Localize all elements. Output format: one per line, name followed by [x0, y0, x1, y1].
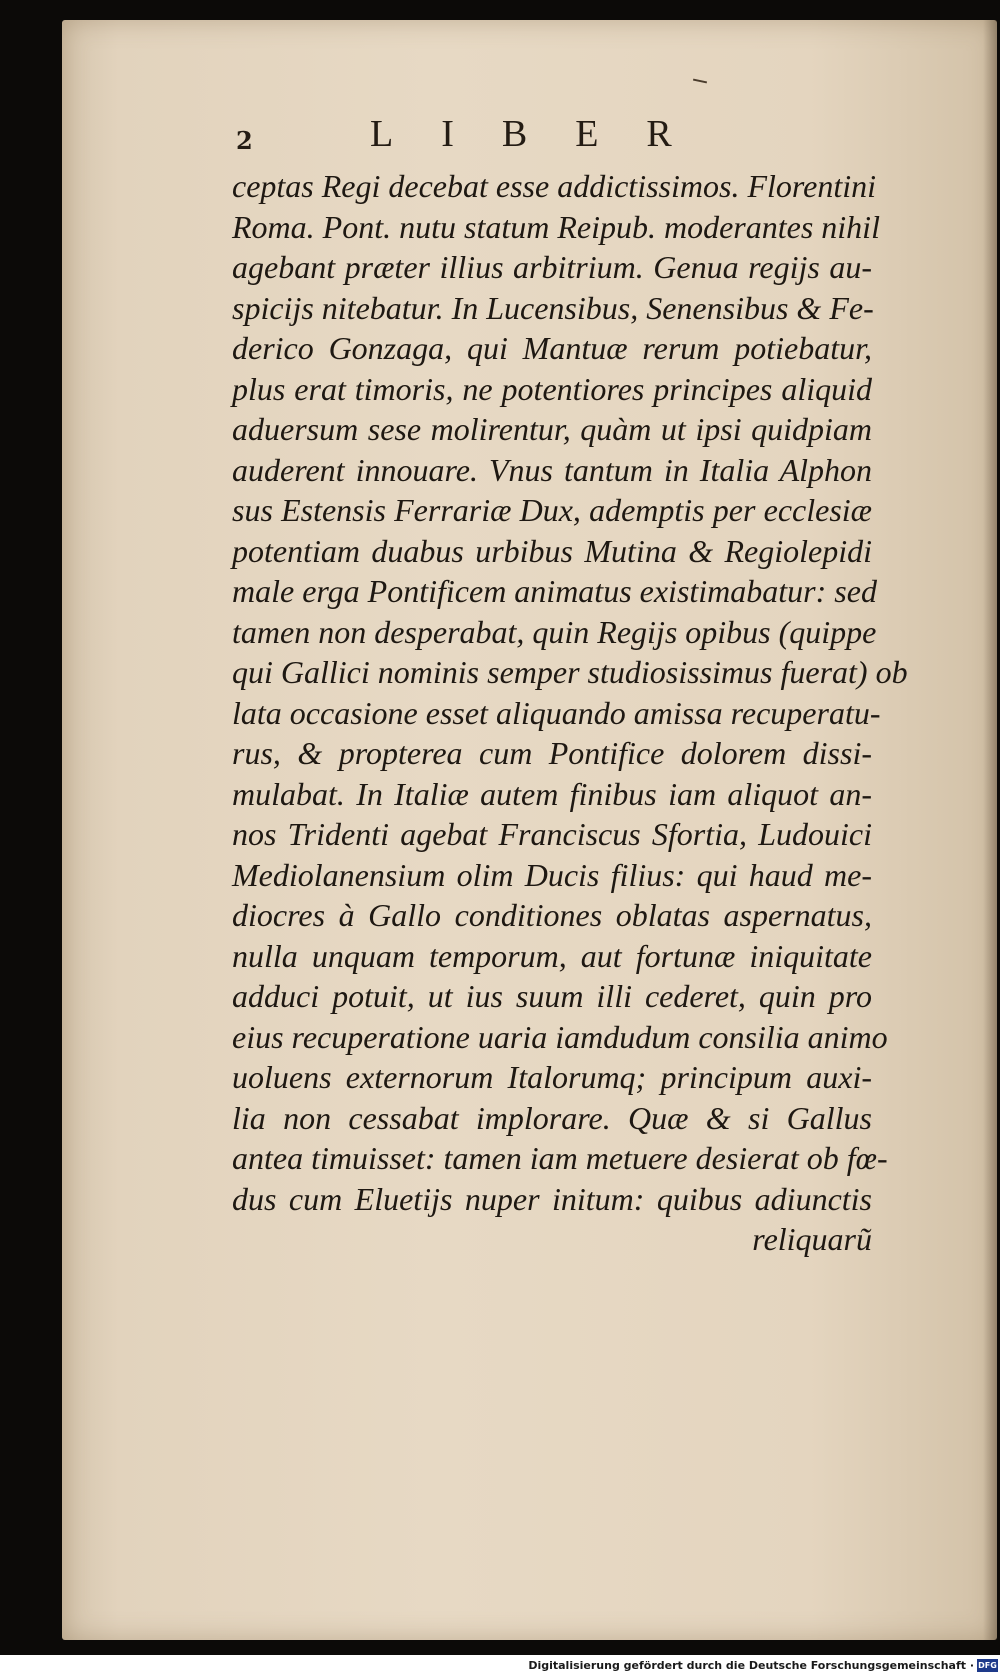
text-line: lata occasione esset aliquando amissa recuperatu-	[232, 694, 881, 731]
text-line: dus cum Eluetijs nuper initum: quibus adiunctis	[232, 1180, 872, 1217]
text-line: sus Estensis Ferrariæ Dux, ademptis per ecclesiæ	[232, 492, 872, 528]
footer-bar	[0, 1655, 1000, 1677]
text-line: nulla unquam temporum, aut fortunæ iniquitate	[232, 937, 872, 974]
text-line: Mediolanensium olim Ducis filius: qui haud me-	[232, 856, 872, 893]
text-line: rus, & propterea cum Pontifice dolorem dissi-	[232, 735, 872, 771]
text-line: agebant præter illius arbitrium. Genua regijs au-	[232, 249, 872, 285]
text-line: nos Tridenti agebat Franciscus Sfortia, Ludouici	[232, 816, 872, 852]
catchword: reliquarũ	[752, 1221, 872, 1257]
body-text	[232, 166, 908, 1260]
dfg-logo-icon: DFG	[978, 1661, 997, 1670]
text-line: antea timuisset: tamen iam metuere desierat ob fœ-	[232, 1140, 888, 1176]
text-line: lia non cessabat implorare. Quæ & si Gallus	[232, 1099, 872, 1136]
text-line: aduersum sese molirentur, quàm ut ipsi quidpiam	[232, 411, 872, 447]
text-line: adduci potuit, ut ius suum illi cederet, quin pro	[232, 978, 872, 1014]
text-line: potentiam duabus urbibus Mutina & Regiolepidi	[232, 532, 872, 569]
text-line: diocres à Gallo conditiones oblatas aspernatus,	[232, 897, 872, 933]
text-line: plus erat timoris, ne potentiores principes aliquid	[232, 370, 872, 407]
page-number: 2	[236, 126, 253, 155]
running-head: LIBER	[370, 113, 720, 155]
text-line: derico Gonzaga, qui Mantuæ rerum potiebatur,	[232, 330, 872, 366]
text-line: auderent innouare. Vnus tantum in Italia Alphon	[232, 451, 872, 488]
text-line: eius recuperatione uaria iamdudum consilia animo	[232, 1018, 888, 1055]
text-line: male erga Pontificem animatus existimabatur: sed	[232, 573, 877, 609]
text-line: tamen non desperabat, quin Regijs opibus (quippe	[232, 613, 877, 650]
funding-credit: Digitalisierung gefördert durch die Deutsche Forschungsgemeinschaft ·	[528, 1659, 974, 1672]
text-line: ceptas Regi decebat esse addictissimos. Florentini	[232, 168, 877, 204]
page-edge-shadow	[983, 20, 997, 1640]
text-line: Roma. Pont. nutu statum Reipub. moderantes nihil	[232, 208, 880, 245]
text-line: uoluens externorum Italorumq; principum auxi-	[232, 1059, 872, 1095]
text-line: mulabat. In Italiæ autem finibus iam aliquot an-	[232, 775, 872, 812]
text-line: spicijs nitebatur. In Lucensibus, Senensibus & Fe-	[232, 289, 874, 326]
text-line: qui Gallici nominis semper studiosissimus fuerat) ob	[232, 654, 908, 690]
